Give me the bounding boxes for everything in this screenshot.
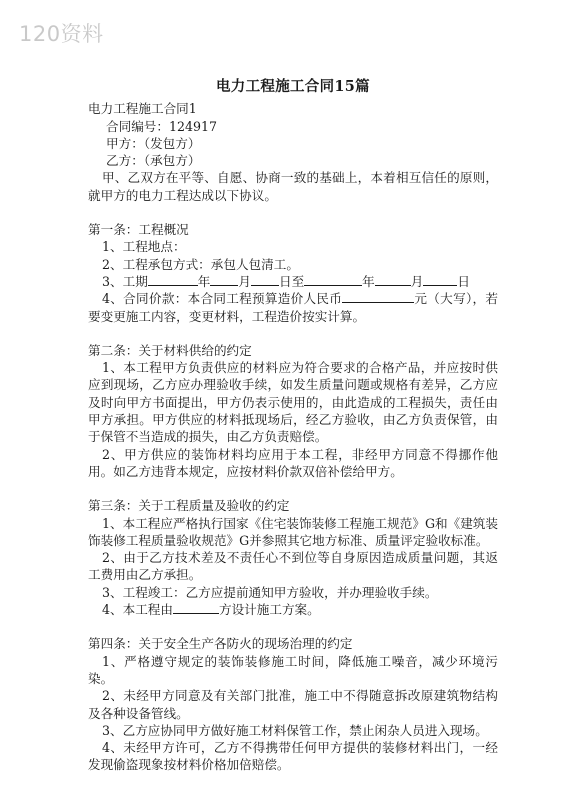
contract-price-text: 元（大写），若要变更施工内容，变更材料，工程造价按实计算。 <box>88 291 498 324</box>
section-1-item-2: 2、工程承包方式：承包人包清工。 <box>102 256 299 272</box>
section-1-heading: 第一条：工程概况 <box>88 222 189 238</box>
section-3-para-1: 1、本工程应严格执行国家《住宅装饰装修工程施工规范》G和《建筑装饰装修工程质量验收规范》G并参照其它地方标准、质量评定验收标准。 <box>88 515 498 548</box>
start-year-blank <box>148 274 198 286</box>
contract-subtitle: 电力工程施工合同1 <box>88 101 197 117</box>
section-4-para-3: 3、乙方应协同甲方做好施工材料保管工作，禁止闲杂人员进入现场。 <box>102 722 488 738</box>
end-day-blank <box>423 274 457 286</box>
party-a: 甲方：（发包方） <box>106 135 201 151</box>
year-label-2: 年 <box>362 273 375 289</box>
end-year-blank <box>304 274 362 286</box>
section-3-heading: 第三条：关于工程质量及验收的约定 <box>88 498 290 514</box>
day-label-2: 日 <box>457 273 470 289</box>
design-party-blank <box>173 602 219 614</box>
month-label-2: 月 <box>410 273 424 289</box>
section-4-para-1: 1、严格遵守规定的装饰装修施工时间，降低施工噪音，减少环境污染。 <box>88 653 498 686</box>
section-2-para-2: 2、甲方供应的装饰材料均应用于本工程，非经甲方同意不得挪作他用。如乙方违背本规定，应按材料价款双倍补偿给甲方。 <box>88 446 498 479</box>
section-4-para-4: 4、未经甲方许可，乙方不得携带任何甲方提供的装修材料出门，一经发现偷盗现象按材料价格加倍赔偿。 <box>88 740 498 773</box>
start-day-blank <box>251 274 279 286</box>
end-month-blank <box>375 274 411 286</box>
contract-number: 合同编号：124917 <box>106 118 218 134</box>
design-text: 方设计施工方案。 <box>218 602 320 618</box>
section-1-item-4 <box>88 290 498 325</box>
section-3-para-2: 2、由于乙方技术差及不责任心不到位等自身原因造成质量问题，其返工费用由乙方承担。 <box>88 550 498 583</box>
intro-paragraph: 甲、乙双方在平等、自愿、协商一致的基础上，本着相互信任的原则，就甲方的电力工程达成以下协议。 <box>88 170 498 203</box>
watermark: 120资料 <box>19 22 104 46</box>
month-label: 月 <box>238 273 251 289</box>
document-page <box>88 78 498 774</box>
year-label: 年 <box>197 273 211 289</box>
document-title: 电力工程施工合同15篇 <box>216 78 370 95</box>
start-month-blank <box>210 274 238 286</box>
section-2-para-1: 1、本工程甲方负责供应的材料应为符合要求的合格产品，并应按时供应到现场，乙方应办理验收手续，如发生质量问题或规格有差异，乙方应及时向甲方书面提出，甲方仍表示使用的，由此造成的工程损失，责任由甲方承担。甲方供应的材料抵现场后，经乙方验收，由乙方负责保管，由于保管不当造成的损失，由乙方负责赔偿。 <box>88 360 498 445</box>
party-b: 乙方：（承包方） <box>106 153 201 169</box>
section-4-para-2: 2、未经甲方同意及有关部门批准，施工中不得随意拆改原建筑物结构及各种设备管线。 <box>88 688 498 721</box>
day-to-label: 日至 <box>278 273 305 289</box>
contract-price-blank <box>342 291 414 303</box>
section-2-heading: 第二条：关于材料供给的约定 <box>88 342 252 358</box>
section-3-para-3: 3、工程竣工：乙方应提前通知甲方验收，并办理验收手续。 <box>102 584 438 600</box>
contract-price-label: 4、合同价款：本合同工程预算造价人民币 <box>102 291 343 307</box>
design-label: 4、本工程由 <box>102 602 173 618</box>
section-3-para-4 <box>88 601 498 618</box>
duration-label: 3、工期 <box>102 273 148 289</box>
section-1-item-3 <box>88 273 498 290</box>
section-1-item-1: 1、工程地点： <box>102 239 186 255</box>
section-4-heading: 第四条：关于安全生产各防火的现场治理的约定 <box>88 636 353 652</box>
